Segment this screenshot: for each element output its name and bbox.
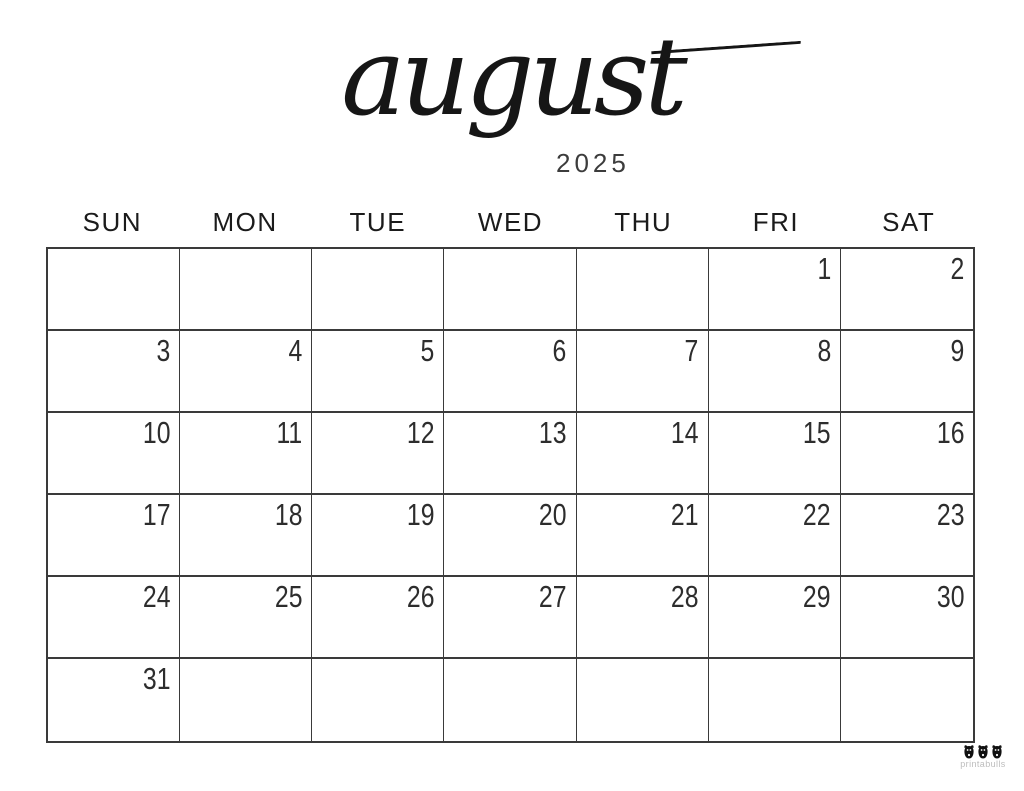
weekday-header-thu: THU [614,207,673,237]
day-cell [180,495,312,577]
weekday-header-wed: WED [477,207,544,237]
day-number: 14 [671,415,699,450]
day-number: 1 [817,251,831,286]
day-number: 16 [936,415,964,450]
day-cell [48,577,180,659]
day-number: 24 [142,579,171,614]
day-cell [444,659,576,741]
weekday-header-mon: MON [212,207,278,237]
day-number: 29 [803,579,831,614]
weekday-header-tue: TUE [349,207,407,237]
day-number: 3 [156,333,171,368]
day-cell [312,413,444,495]
day-cell [444,249,576,331]
day-cell [709,331,841,413]
day-cell [180,413,312,495]
day-cell [312,249,444,331]
day-cell [48,495,180,577]
day-cell [841,249,973,331]
day-number: 15 [803,415,831,450]
day-number: 12 [406,415,435,450]
day-number: 18 [274,497,303,532]
day-cell [577,249,709,331]
day-cell [48,659,180,741]
day-cell [709,577,841,659]
day-cell [841,659,973,741]
day-cell [841,577,973,659]
day-cell [709,413,841,495]
weekday-header-sun: SUN [82,207,143,237]
day-number: 6 [552,333,567,368]
day-cell [312,659,444,741]
day-cell [444,413,576,495]
watermark-brand: printabulls [960,759,1006,769]
day-cell [312,331,444,413]
day-cell [577,413,709,495]
watermark [954,744,1012,769]
day-cell [577,577,709,659]
day-cell [180,249,312,331]
day-number: 27 [538,579,567,614]
day-cell [312,577,444,659]
day-cell [577,495,709,577]
weekday-header-row [46,204,975,242]
day-number: 21 [671,497,699,532]
day-number: 20 [538,497,567,532]
day-cell [709,249,841,331]
day-number: 4 [288,333,303,368]
month-title: august [341,8,682,148]
day-cell [841,495,973,577]
day-number: 17 [142,497,171,532]
day-cell [577,331,709,413]
day-number: 5 [420,333,435,368]
day-cell [841,331,973,413]
day-number: 25 [274,579,303,614]
day-number: 28 [671,579,699,614]
three-bulls-logo-icon [963,744,1003,759]
day-cell [48,331,180,413]
day-number: 13 [538,415,567,450]
day-cell [444,331,576,413]
day-number: 23 [936,497,964,532]
day-cell [180,331,312,413]
day-number: 7 [684,333,699,368]
day-cell [180,577,312,659]
day-number: 30 [936,579,964,614]
day-number: 8 [817,333,831,368]
day-number: 31 [142,661,171,696]
calendar-grid [46,247,975,743]
day-number: 2 [950,251,964,286]
day-number: 19 [406,497,435,532]
day-cell [48,413,180,495]
day-cell [312,495,444,577]
day-number: 22 [803,497,831,532]
day-cell [709,495,841,577]
day-cell [841,413,973,495]
day-cell [48,249,180,331]
day-cell [709,659,841,741]
day-number: 10 [142,415,171,450]
year-label: 2025 [556,148,630,178]
day-cell [180,659,312,741]
day-number: 11 [276,415,303,450]
weekday-header-fri: FRI [752,207,800,237]
day-number: 26 [406,579,435,614]
day-cell [444,495,576,577]
day-number: 9 [950,333,964,368]
day-cell [444,577,576,659]
weekday-header-sat: SAT [882,207,936,237]
day-cell [577,659,709,741]
